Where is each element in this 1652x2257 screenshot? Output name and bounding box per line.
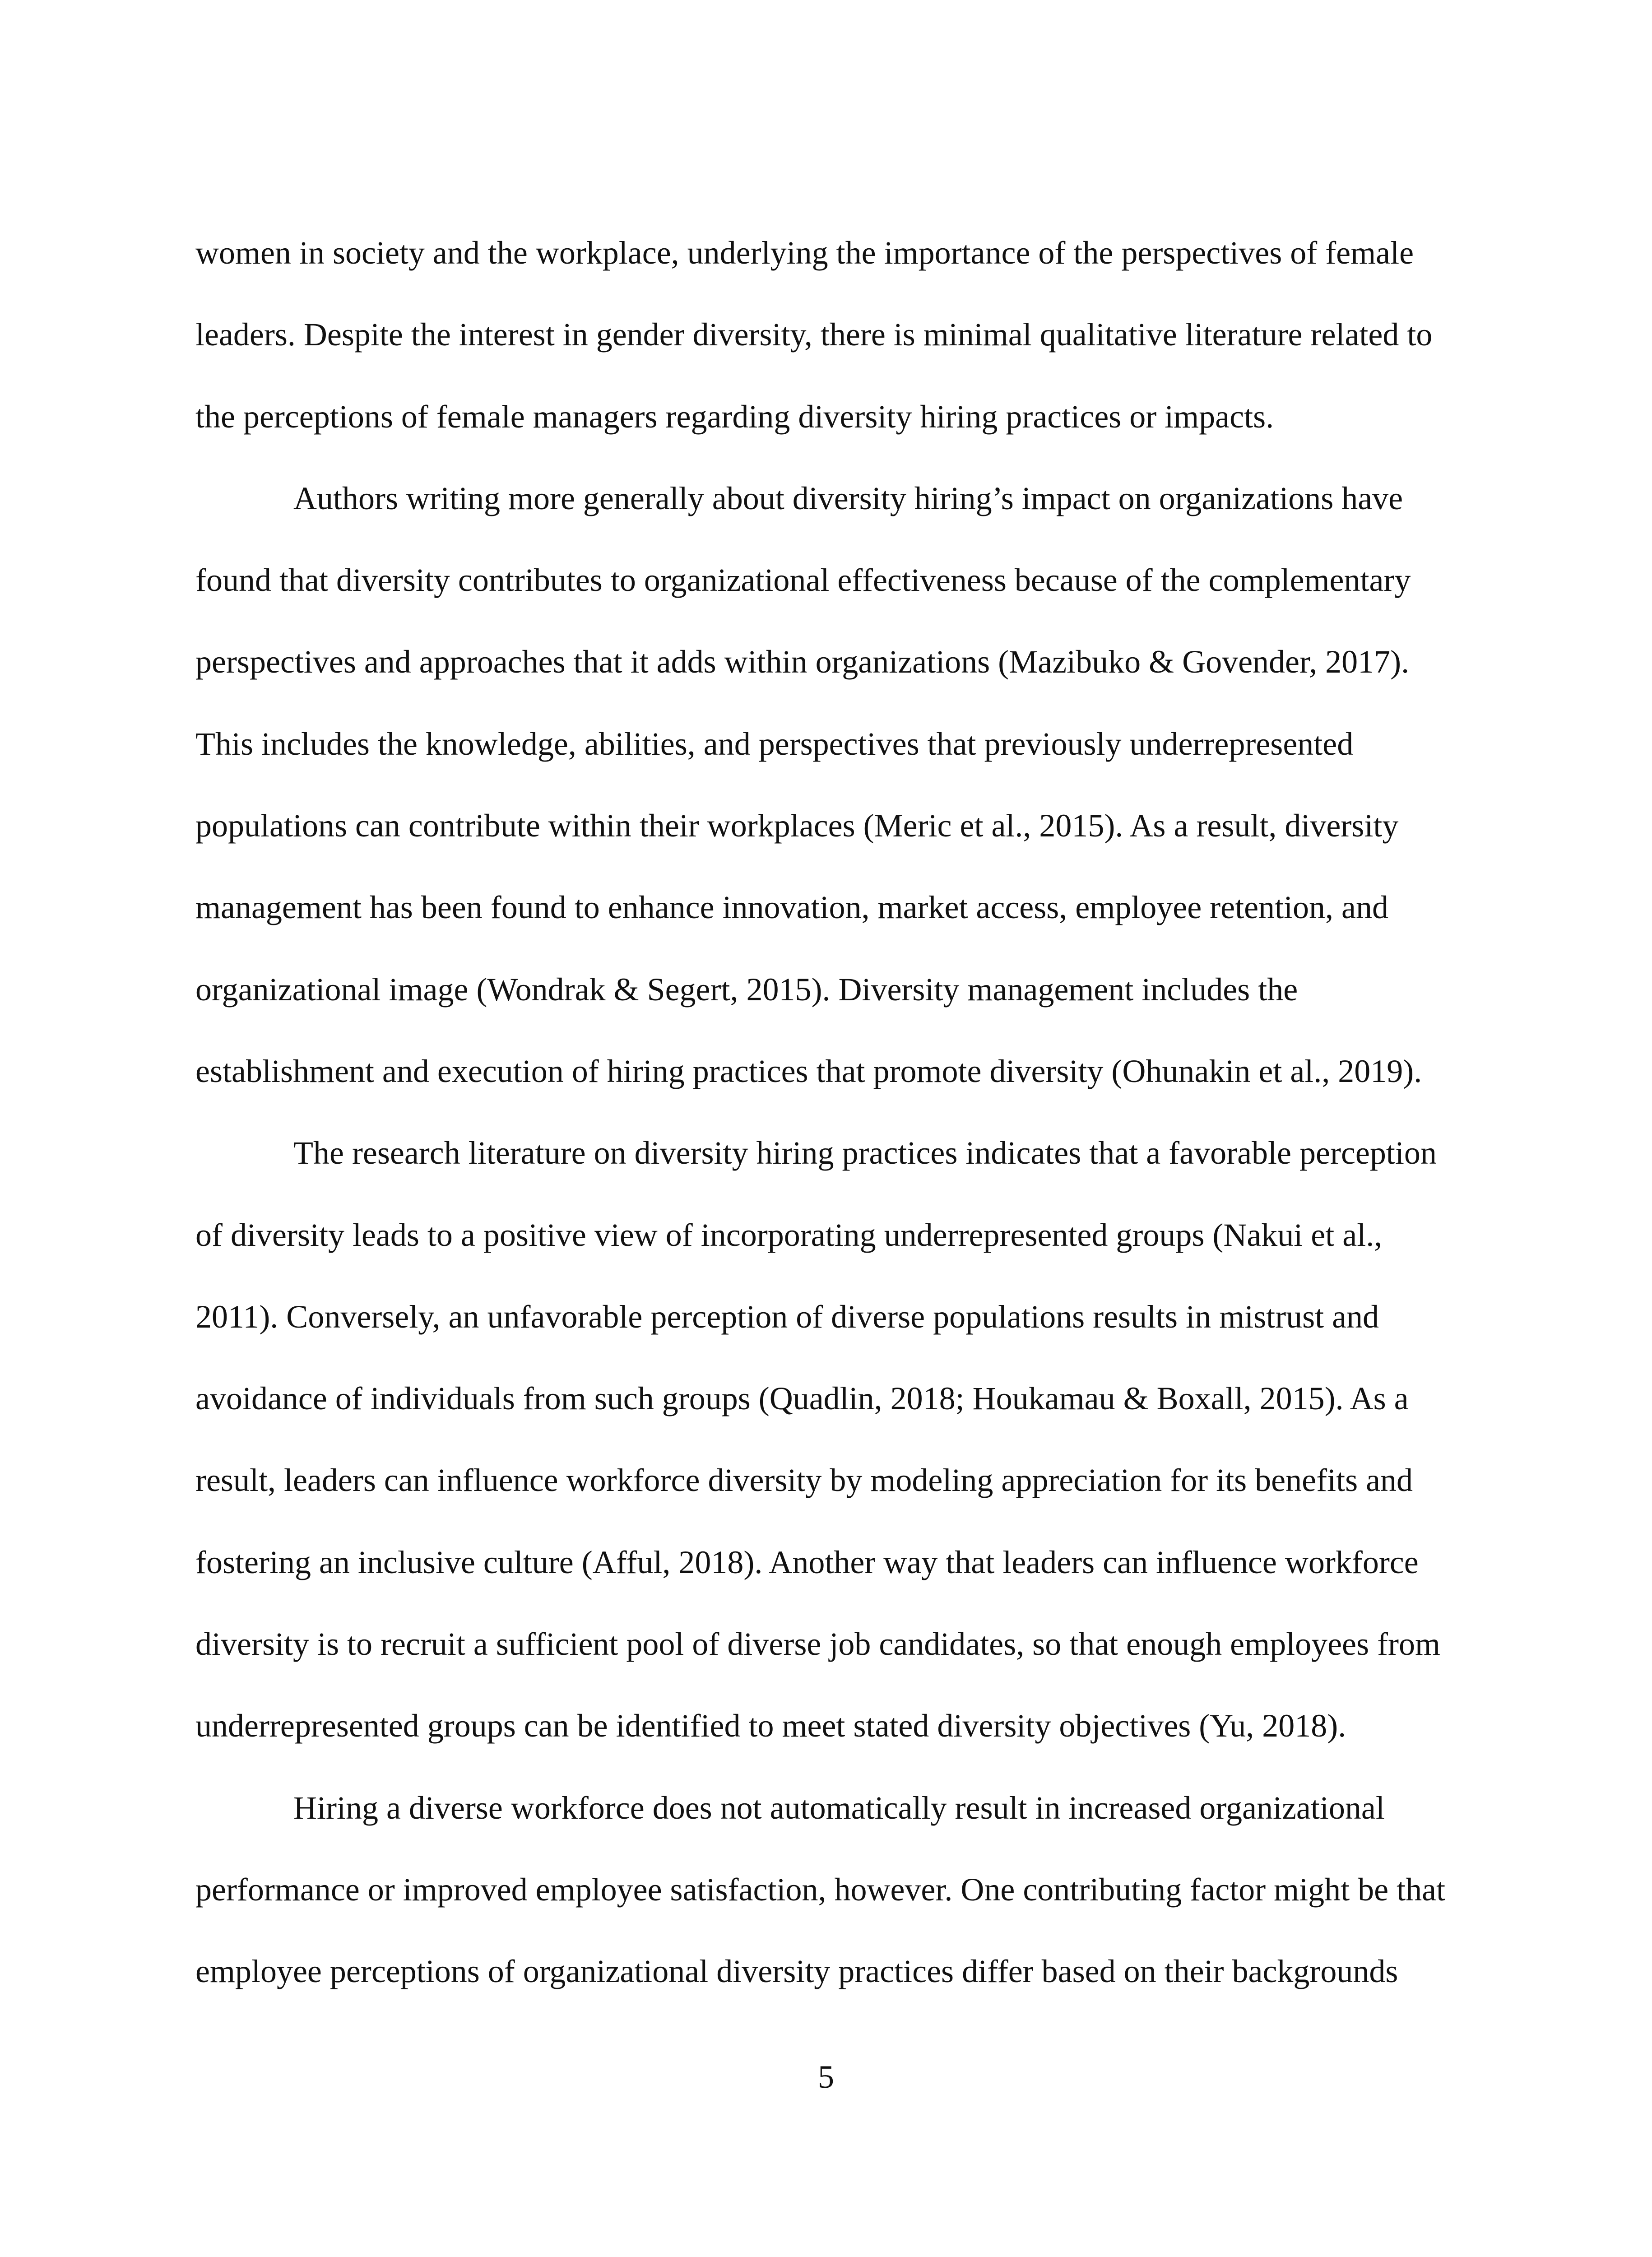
text-line: employee perceptions of organizational diversity practices differ based on their backgrounds [195,1953,1398,1990]
body-text [195,212,1455,2013]
text-line: populations can contribute within their workplaces (Meric et al., 2015). As a result, diversity [195,808,1399,844]
text-line: the perceptions of female managers regarding diversity hiring practices or impacts. [195,398,1274,435]
text-line: management has been found to enhance innovation, market access, employee retention, and [195,889,1389,926]
text-line: performance or improved employee satisfaction, however. One contributing factor might be that [195,1871,1446,1908]
text-line: organizational image (Wondrak & Segert, 2015). Diversity management includes the [195,971,1298,1008]
paragraph-first-line: The research literature on diversity hiring practices indicates that a favorable perception [293,1135,1437,1171]
text-line: fostering an inclusive culture (Afful, 2018). Another way that leaders can influence workforce [195,1544,1419,1580]
text-line: establishment and execution of hiring practices that promote diversity (Ohunakin et al., 2019). [195,1053,1422,1089]
page-number: 5 [818,2059,834,2095]
text-line: leaders. Despite the interest in gender diversity, there is minimal qualitative literature related to [195,316,1433,353]
text-line: found that diversity contributes to organizational effectiveness because of the complementary [195,562,1411,599]
paragraph-first-line: Authors writing more generally about diversity hiring’s impact on organizations have [293,480,1403,516]
text-line: women in society and the workplace, underlying the importance of the perspectives of female [195,235,1414,271]
text-line: result, leaders can influence workforce diversity by modeling appreciation for its benefits and [195,1462,1413,1499]
text-line: of diversity leads to a positive view of incorporating underrepresented groups (Nakui et al., [195,1217,1383,1253]
paragraph-first-line: Hiring a diverse workforce does not automatically result in increased organizational [293,1789,1385,1826]
text-line: diversity is to recruit a sufficient pool of diverse job candidates, so that enough employees from [195,1626,1440,1663]
text-line: perspectives and approaches that it adds within organizations (Mazibuko & Govender, 2017). [195,644,1410,680]
text-line: This includes the knowledge, abilities, and perspectives that previously underrepresented [195,725,1354,762]
text-line: underrepresented groups can be identified to meet stated diversity objectives (Yu, 2018). [195,1708,1346,1744]
text-line: avoidance of individuals from such groups (Quadlin, 2018; Houkamau & Boxall, 2015). As a [195,1380,1409,1417]
text-line: 2011). Conversely, an unfavorable perception of diverse populations results in mistrust and [195,1298,1379,1335]
